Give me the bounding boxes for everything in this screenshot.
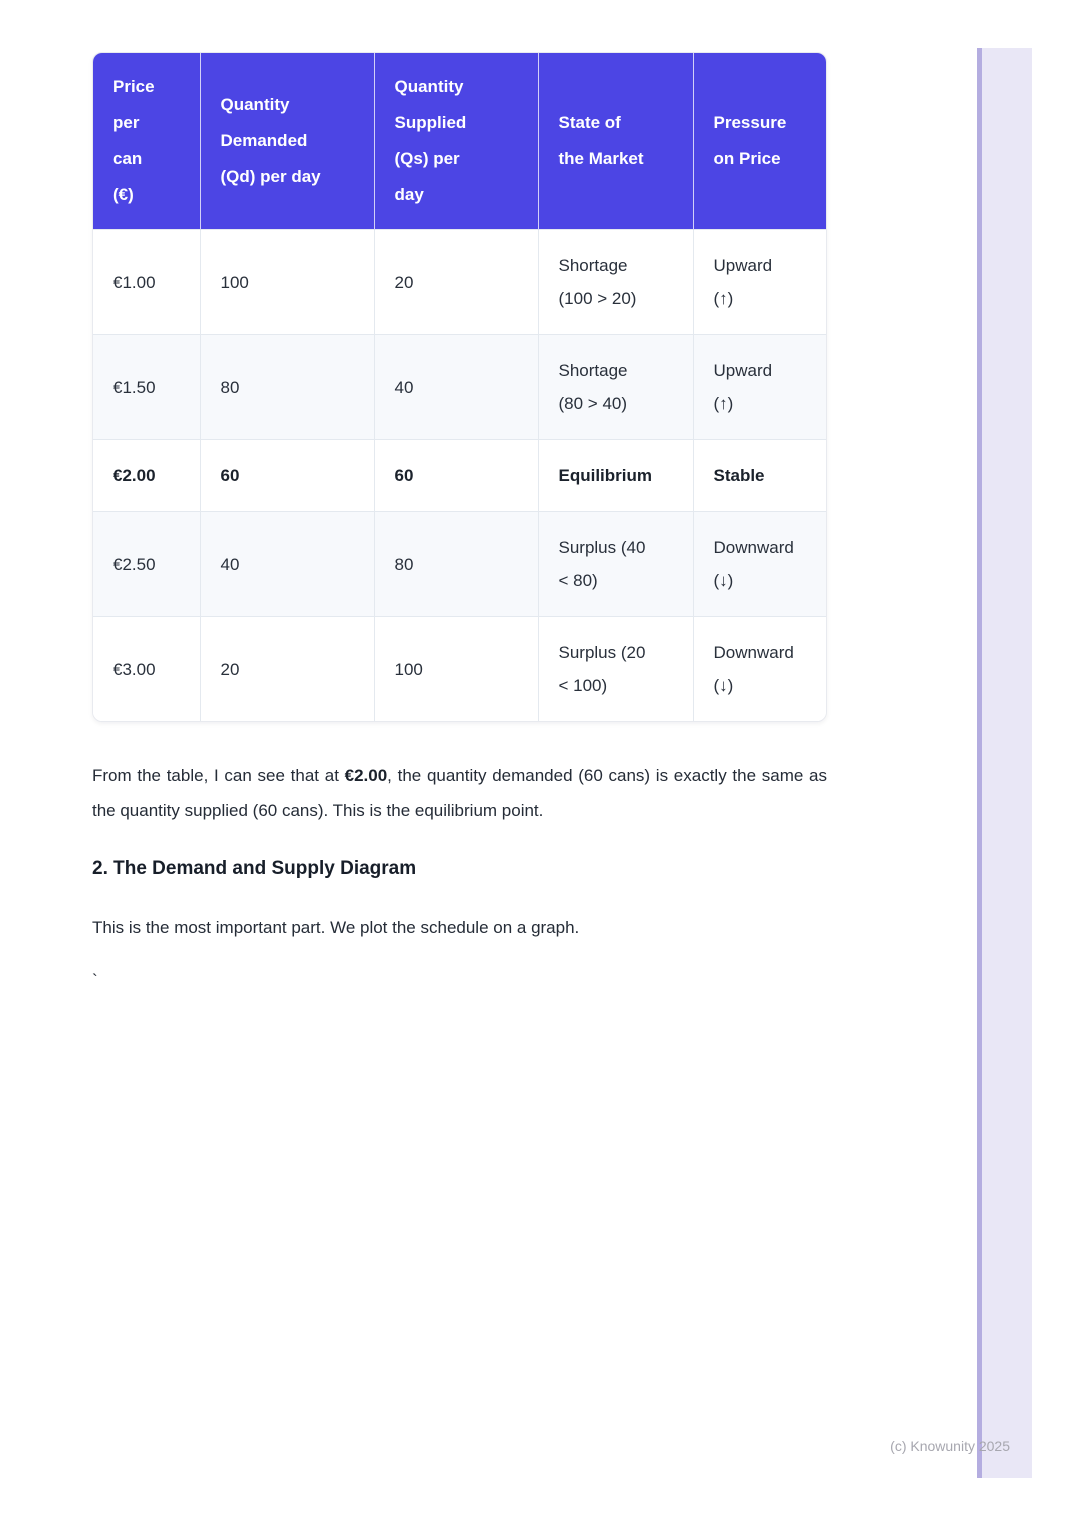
col-header-state-of-market: State of the Market — [538, 53, 693, 230]
table-row — [93, 230, 827, 335]
paragraph-text: From the table, I can see that at — [92, 766, 345, 785]
cell-quantity-supplied: 100 — [374, 617, 538, 722]
watermark: (c) Knowunity 2025 — [890, 1438, 1010, 1454]
cell-quantity-demanded: 60 — [200, 440, 374, 512]
cell-market-state: Surplus (20 < 100) — [538, 617, 693, 722]
diagram-intro-paragraph: This is the most important part. We plot the schedule on a graph. — [92, 918, 580, 937]
cell-price: €1.50 — [93, 335, 200, 440]
cell-quantity-supplied: 80 — [374, 512, 538, 617]
cell-quantity-demanded: 40 — [200, 512, 374, 617]
cell-quantity-demanded: 80 — [200, 335, 374, 440]
cell-price-pressure: Downward (↓) — [693, 617, 827, 722]
stray-backtick: ` — [92, 971, 98, 990]
cell-quantity-supplied: 40 — [374, 335, 538, 440]
cell-price: €2.00 — [93, 440, 200, 512]
table-header-row — [93, 53, 827, 230]
cell-quantity-supplied: 60 — [374, 440, 538, 512]
equilibrium-explanation-paragraph — [92, 758, 827, 828]
table-row — [93, 335, 827, 440]
page-edge-rail — [977, 48, 1032, 1478]
bold-price-value: €2.00 — [344, 766, 388, 785]
col-header-quantity-demanded: Quantity Demanded (Qd) per day — [200, 53, 374, 230]
cell-price-pressure: Upward (↑) — [693, 230, 827, 335]
col-header-price: Price per can (€) — [93, 53, 200, 230]
cell-price-pressure: Stable — [693, 440, 827, 512]
table-row — [93, 617, 827, 722]
section-heading: 2. The Demand and Supply Diagram — [92, 858, 417, 879]
cell-price: €1.00 — [93, 230, 200, 335]
paragraph-text: , the quantity demanded (60 cans) is exactly the same as the quantity supplied (60 cans). This is the equilibrium point. — [92, 766, 827, 820]
cell-price: €2.50 — [93, 512, 200, 617]
col-header-quantity-supplied: Quantity Supplied (Qs) per day — [374, 53, 538, 230]
cell-market-state: Surplus (40 < 80) — [538, 512, 693, 617]
cell-quantity-supplied: 20 — [374, 230, 538, 335]
table-row — [93, 512, 827, 617]
cell-market-state: Equilibrium — [538, 440, 693, 512]
cell-price: €3.00 — [93, 617, 200, 722]
cell-market-state: Shortage (80 > 40) — [538, 335, 693, 440]
cell-price-pressure: Upward (↑) — [693, 335, 827, 440]
cell-market-state: Shortage (100 > 20) — [538, 230, 693, 335]
cell-quantity-demanded: 100 — [200, 230, 374, 335]
market-schedule-table — [92, 52, 827, 722]
cell-price-pressure: Downward (↓) — [693, 512, 827, 617]
document-page — [92, 52, 827, 991]
table-row-equilibrium — [93, 440, 827, 512]
col-header-pressure-on-price: Pressure on Price — [693, 53, 827, 230]
cell-quantity-demanded: 20 — [200, 617, 374, 722]
